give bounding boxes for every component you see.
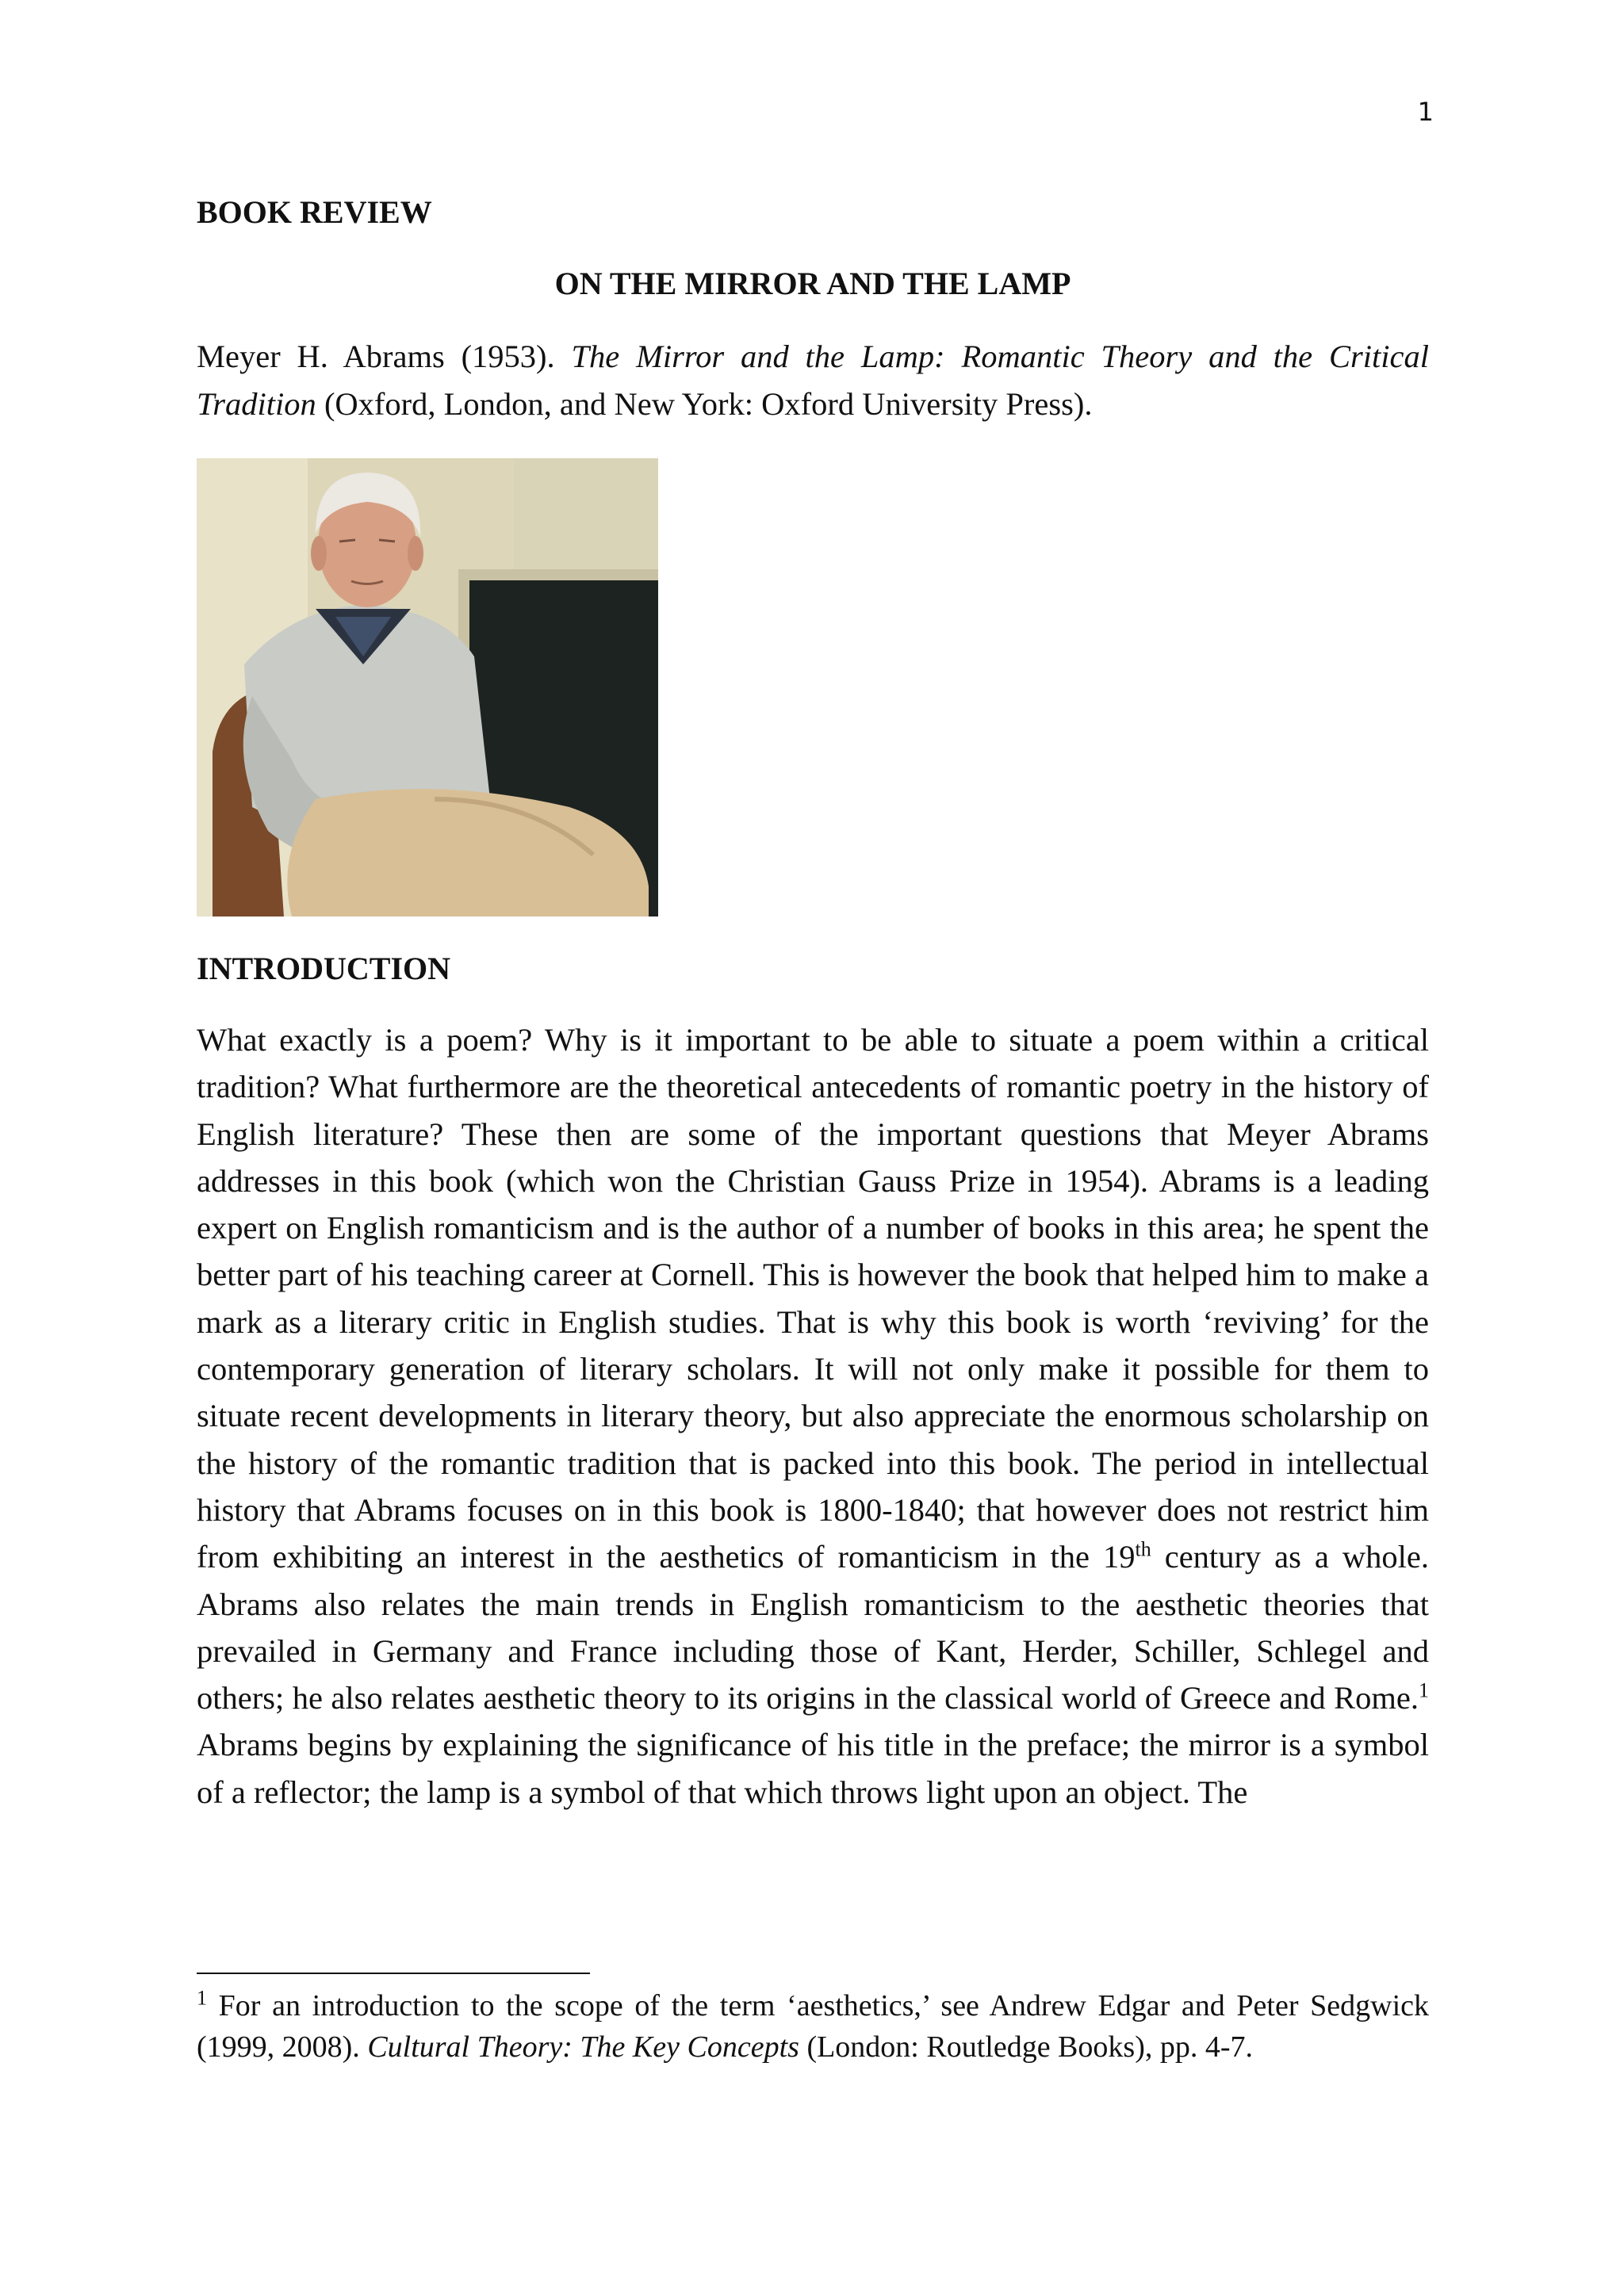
citation-publisher: (Oxford, London, and New York: Oxford University Press). [324, 386, 1093, 422]
footnote-marker: 1 [197, 1986, 207, 2010]
introduction-heading: INTRODUCTION [197, 951, 451, 986]
footnote-separator [197, 1973, 590, 1974]
page-content [197, 187, 1429, 1816]
footnote-text-before: For an introduction to the scope of the term ‘aesthetics,’ see Andrew Edgar and Peter Sedgwick (1999, 2008). [197, 1989, 1429, 2064]
footnote-text-after: (London: Routledge Books), pp. 4-7. [799, 2030, 1253, 2064]
citation [197, 333, 1429, 428]
citation-book-title: The Mirror and the Lamp: Romantic Theory and the Critical Tradition [197, 339, 1429, 422]
footnote [197, 1985, 1429, 2068]
citation-author-year: Meyer H. Abrams (1953). [197, 339, 555, 374]
document-label: BOOK REVIEW [197, 194, 432, 230]
author-photo [197, 458, 658, 916]
document-title: ON THE MIRROR AND THE LAMP [554, 266, 1071, 301]
intro-text-part2: century as a whole. Abrams also relates the main trends in English romanticism to the aesthetic theories that prevailed in Germany and France including those of Kant, Herder, Schiller, Schlegel and others; he also relates aesthetic theory to its origins in the classical world of Greece and Rome. [197, 1539, 1429, 1716]
intro-text-part1: What exactly is a poem? Why is it important to be able to situate a poem within a critical tradition? What furthermore are the theoretical antecedents of romantic poetry in the history of English literature? These then are some of the important questions that Meyer Abrams addresses in this book (which won the Christian Gauss Prize in 1954). Abrams is a leading expert on English romanticism and is the author of a number of books in this area; he spent the better part of his teaching career at Cornell. This is however the book that helped him to make a mark as a literary critic in English studies. That is why this book is worth ‘reviving’ for the contemporary generation of literary scholars. It will not only make it possible for them to situate recent developments in literary theory, but also appreciate the enormous scholarship on the history of the romantic tradition that is packed into this book. The period in intellectual history that Abrams focuses on in this book is 1800-1840; that however does not restrict him from exhibiting an interest in the aesthetics of romanticism in the 19 [197, 1022, 1429, 1575]
footnote-book-title: Cultural Theory: The Key Concepts [367, 2030, 799, 2064]
footnote-reference[interactable]: 1 [1419, 1678, 1429, 1702]
introduction-paragraph [197, 1016, 1429, 1816]
intro-text-part3: Abrams begins by explaining the significance of his title in the preface; the mirror is a symbol of a reflector; the lamp is a symbol of that which throws light upon an object. The [197, 1727, 1429, 1810]
page-number: 1 [1417, 97, 1434, 127]
intro-superscript: th [1135, 1537, 1151, 1561]
